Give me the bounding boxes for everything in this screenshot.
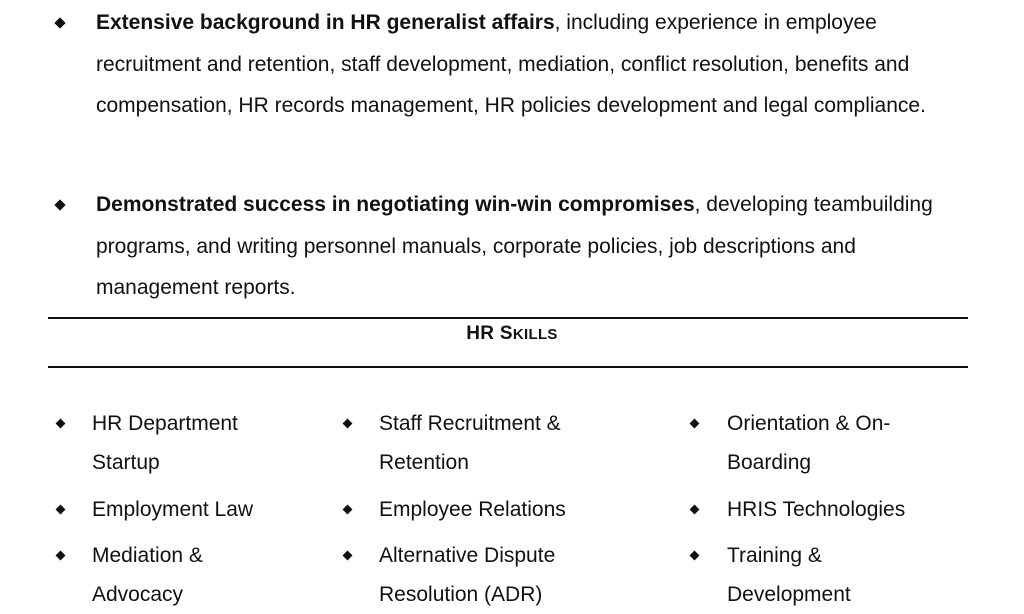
skill-line: Staff Recruitment &: [379, 412, 561, 435]
bullet-icon: [56, 551, 66, 561]
bullet-icon: [343, 551, 353, 561]
summary-bullet-text: , including experience in employee recruitment and retention, staff development, mediation, conflict resolution, benefits and compensation, HR records management, HR policies development and legal compliance.: [96, 11, 926, 117]
skill-line: Employee Relations: [379, 498, 566, 521]
section-rule-bottom: [48, 366, 968, 368]
skill-item: [92, 490, 253, 529]
section-heading-prefix: HR S: [466, 323, 513, 344]
skill-line: HR Department: [92, 412, 238, 435]
summary-bullet-bold: Extensive background in HR generalist affairs: [96, 11, 555, 34]
skill-item: [379, 490, 566, 529]
summary-bullet: [96, 184, 976, 309]
skill-item: [92, 404, 238, 482]
skill-line: Advocacy: [92, 583, 184, 606]
bullet-icon: [690, 419, 700, 429]
skill-line: Alternative Dispute: [379, 544, 556, 567]
skill-line: Orientation & On-: [727, 412, 891, 435]
skill-line: Startup: [92, 451, 160, 474]
bullet-icon: [54, 199, 65, 210]
skill-line: Employment Law: [92, 498, 254, 521]
bullet-icon: [690, 505, 700, 515]
skill-line: HRIS Technologies: [727, 498, 906, 521]
skill-item: [727, 490, 905, 529]
skill-line: Boarding: [727, 451, 812, 474]
skill-item: [727, 404, 890, 482]
summary-bullet-bold: Demonstrated success in negotiating win-win compromises: [96, 193, 695, 216]
skill-line: Mediation &: [92, 544, 203, 567]
skill-item: [92, 536, 203, 614]
bullet-icon: [343, 505, 353, 515]
section-heading-smallcaps: KILLS: [512, 326, 558, 343]
bullet-icon: [56, 505, 66, 515]
skill-line: Resolution (ADR): [379, 583, 543, 606]
section-rule-top: [48, 317, 968, 319]
skill-item: [727, 536, 851, 614]
skill-line: Training &: [727, 544, 822, 567]
bullet-icon: [690, 551, 700, 561]
skill-item: [379, 536, 555, 614]
section-heading: [0, 323, 1024, 345]
skill-line: Retention: [379, 451, 469, 474]
bullet-icon: [343, 419, 353, 429]
summary-bullet-text: , developing teambuilding programs, and writing personnel manuals, corporate policies, job descriptions and management reports.: [96, 193, 933, 299]
summary-bullet: [96, 2, 976, 127]
skill-line: Development: [727, 583, 851, 606]
bullet-icon: [54, 17, 65, 28]
bullet-icon: [56, 419, 66, 429]
skill-item: [379, 404, 561, 482]
